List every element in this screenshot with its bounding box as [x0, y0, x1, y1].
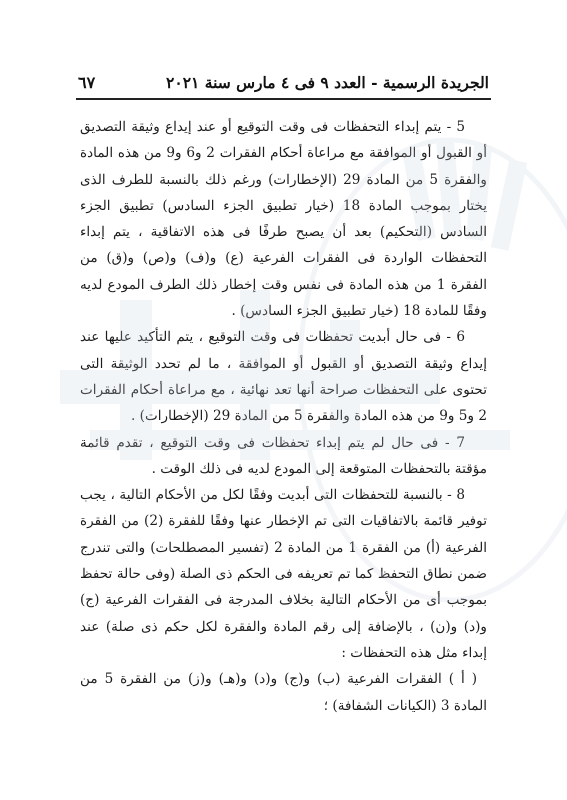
paragraph-8: 8 - بالنسبة للتحفظات التى أبديت وفقًا لكل من الأحكام التالية ، يجب توفير قائمة بالاتفاقيات التى تم الإخطار عنها وفقًا للفقرة (2) من الفقرة الفرعية (أ) من الفقرة 1 من المادة 2 (تفسير المصطلحات) والتى تندرج ضمن نطاق التحفظ كما تم تعريفه فى الحكم ذى الصلة (وفى حالة تحفظ بموجب أى من الأحكام التالية بخلاف المدرجة فى الفقرات الفرعية (ج) و(د) و(ن) ، بالإضافة إلى رقم المادة والفقرة لكل حكم ذى صلة) عند إبداء مثل هذه التحفظات : [80, 487, 487, 661]
sub-item-a: ( أ ) الفقرات الفرعية (ب) و(ج) و(د) و(هـ) و(ز) من الفقرة 5 من المادة 3 (الكيانات الشفافة) ؛ [80, 671, 487, 714]
paragraph-5: 5 - يتم إبداء التحفظات فى وقت التوقيع أو عند إيداع وثيقة التصديق أو القبول أو الموافقة مع مراعاة أحكام الفقرات 2 و6 و9 من هذه المادة والفقرة 5 من المادة 29 (الإخطارات) ورغم ذلك بالنسبة للطرف الذى يختار بموجب المادة 18 (خيار تطبيق الجزء السادس) تطبيق الجزء السادس (التحكيم) بعد أن يصبح طرفًا فى هذه الاتفاقية ، يتم إبداء التحفظات الواردة فى الفقرات الفرعية (ع) و(ف) و(ص) و(ق) من الفقرة 1 من هذه المادة فى نفس وقت إخطار ذلك الطرف المودع لديه وفقًا للمادة 18 (خيار تطبيق الجزء السادس) . [80, 119, 487, 320]
page-header [78, 62, 489, 92]
page-number: ٦٧ [78, 73, 96, 92]
paragraph-7: 7 - فى حال لم يتم إبداء تحفظات فى وقت التوقيع ، تقدم قائمة مؤقتة بالتحفظات المتوقعة إلى المودع لديه فى ذلك الوقت . [80, 434, 487, 477]
gazette-header-title: الجريدة الرسمية - العدد ٩ فى ٤ مارس سنة ٢٠٢١ [166, 73, 489, 92]
header-divider [76, 98, 491, 100]
document-body [80, 114, 487, 719]
paragraph-6: 6 - فى حال أبديت تحفظات فى وقت التوقيع ، يتم التأكيد عليها عند إيداع وثيقة التصديق أو القبول أو الموافقة ، ما لم تحدد الوثيقة التى تحتوى على التحفظات صراحة أنها تعد نهائية ، مع مراعاة أحكام الفقرات 2 و5 و9 من هذه المادة والفقرة 5 من المادة 29 (الإخطارات) . [80, 329, 487, 425]
